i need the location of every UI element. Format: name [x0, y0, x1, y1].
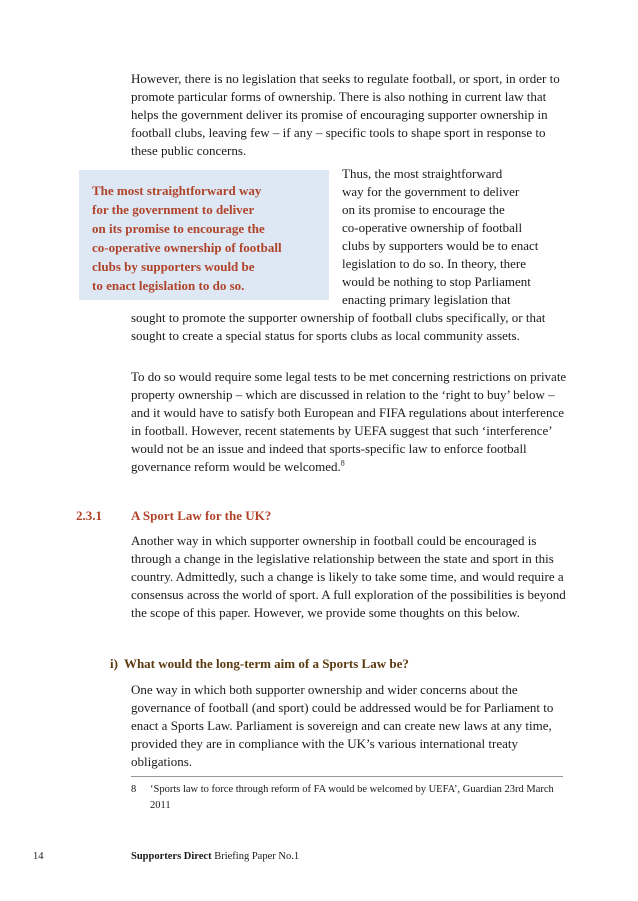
subsection-heading [110, 656, 409, 672]
wrap-continuation-paragraph: sought to promote the supporter ownership of football clubs specifically, or that sought to create a special status for sports clubs as local community assets. [131, 310, 546, 343]
page-number: 14 [33, 851, 44, 862]
pull-quote-line: on its promise to encourage the [92, 221, 265, 236]
pull-quote [79, 170, 329, 300]
pull-quote-line: The most straightforward way [92, 183, 262, 198]
subsection-paragraph: One way in which both supporter ownership and wider concerns about the governance of football (and sport) could be addressed would be for Parliament to enact a Sports Law. Parliament is sovereign and can create new laws at any time, provided they are in compliance with the UK’s various international treaty obligations. [131, 682, 554, 769]
pull-quote-line: for the government to deliver [92, 202, 255, 217]
footer-brand: Supporters Direct [131, 851, 212, 862]
wrap-text-line: enacting primary legislation that [342, 292, 511, 307]
wrap-text-line: legislation to do so. In theory, there [342, 256, 527, 271]
footnote-number: 8 [131, 784, 137, 795]
footer-title: Briefing Paper No.1 [214, 851, 300, 862]
section-number: 2.3.1 [76, 508, 102, 523]
wrap-text-line: would be nothing to stop Parliament [342, 274, 531, 289]
wrap-text-line: co-operative ownership of football [342, 220, 523, 235]
pull-quote-line: to enact legislation to do so. [92, 278, 245, 293]
footnote-text: ‘Sports law to force through reform of FA would be welcomed by UEFA’, Guardian 23rd March 2011 [150, 784, 554, 811]
pull-quote-line: clubs by supporters would be [92, 259, 255, 274]
pull-quote-line: co-operative ownership of football [92, 240, 282, 255]
section-paragraph: Another way in which supporter ownership in football could be encouraged is through a change in the legislative relationship between the state and sport in this country. Admittedly, such a change is likely to take some time, and would require a consensus across the world of sport. A full exploration of the possibilities is beyond the scope of this paper. However, we provide some thoughts on this below. [131, 533, 566, 620]
page-footer [131, 851, 299, 862]
section-title: A Sport Law for the UK? [131, 508, 272, 523]
intro-paragraph: However, there is no legislation that seeks to regulate football, or sport, in order to promote particular forms of ownership. There is also nothing in current law that helps the government deliver its promise of encouraging supporter ownership in football clubs, leaving few – if any – specific tools to shape sport in response to these public concerns. [131, 71, 560, 158]
wrap-text-line: way for the government to deliver [342, 184, 520, 199]
footnote-reference[interactable]: 8 [340, 458, 345, 468]
wrap-text-line: on its promise to encourage the [342, 202, 505, 217]
subsection-title: What would the long-term aim of a Sports Law be? [123, 656, 409, 671]
wrap-text-line: Thus, the most straightforward [342, 166, 503, 181]
legal-tests-paragraph [131, 368, 567, 476]
legal-tests-text: To do so would require some legal tests to be met concerning restrictions on private property ownership – which are discussed in relation to the ‘right to buy’ below – and it would have to satisfy both European and FIFA regulations about interference in football. However, recent statements by UEFA suggest that such ‘interference’ would not be an issue and indeed that sports-specific law to enforce football governance reform would be welcomed. [131, 369, 567, 474]
wrap-text-line: clubs by supporters would be to enact [342, 238, 539, 253]
footnote-divider [131, 776, 563, 777]
subsection-label: i) [110, 656, 118, 671]
